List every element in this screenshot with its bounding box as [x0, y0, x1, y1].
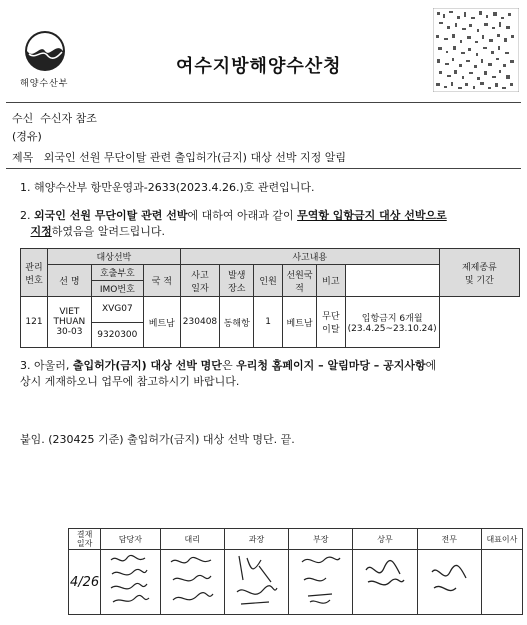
p3-bold-1: 출입허가(금지) 대상 선박 명단	[72, 359, 222, 372]
table-header-row-1	[21, 249, 520, 265]
approval-deputy-header: 대리	[160, 529, 224, 550]
cell-name: VIET THUAN 30-03	[47, 297, 91, 348]
p2-number: 2.	[20, 209, 31, 222]
signature-dept-image	[296, 552, 346, 610]
header-mgmt-no: 관리 번호	[21, 249, 48, 297]
p3-bold-2: 우리청 홈페이지 – 알림마당 – 공지사항	[236, 359, 426, 372]
approval-officer-header: 담당자	[101, 529, 160, 550]
cell-crew: 1	[254, 297, 283, 348]
via-line: (경유)	[12, 130, 42, 143]
cell-place: 동해항	[220, 297, 254, 348]
p3-mid: 은	[221, 359, 233, 372]
signature-ceo-image	[424, 552, 474, 610]
cell-mgmt: 121	[21, 297, 48, 348]
approval-decision-label: 결재 일자	[69, 529, 101, 550]
recipient-line	[12, 110, 97, 126]
header-sanction: 제제종류 및 기간	[439, 249, 519, 297]
approval-date: 4/26	[69, 550, 101, 615]
header-divider	[6, 102, 521, 103]
header-imo: IMO번호	[91, 281, 143, 297]
header-target-vessel: 대상선박	[47, 249, 180, 265]
signature-ceo	[417, 550, 481, 615]
attachment-line: 붙임. (230425 기준) 출입허가(금지) 대상 선박 명단. 끝.	[20, 433, 295, 446]
p2-bold: 외국인 선원 무단이탈 관련 선박	[34, 209, 188, 222]
approval-ceo-header: 전무	[417, 529, 481, 550]
paragraph-3	[20, 358, 520, 390]
table-row	[21, 297, 520, 323]
office-title: 여수지방해양수산청	[176, 56, 342, 77]
signature-rep	[481, 550, 522, 615]
cell-flag: 베트남	[143, 297, 180, 348]
approval-header-row	[69, 529, 523, 550]
p3-line-2: 상시 게재하오니 업무에 참고하시기 바랍니다.	[20, 375, 240, 388]
p2-end: 하였음을 알려드립니다.	[51, 225, 166, 238]
p3-start: 3. 아울러,	[20, 359, 70, 372]
signature-deputy-image	[167, 552, 217, 610]
header-callsign: 호출부호	[91, 265, 143, 281]
ministry-name: 해양수산부	[20, 79, 69, 89]
signature-officer	[101, 550, 160, 615]
subject-label: 제목	[12, 151, 34, 164]
approval-section-header: 과장	[224, 529, 288, 550]
subject-value: 외국인 선원 무단이탈 관련 출입허가(금지) 대상 선박 지정 알림	[43, 151, 346, 164]
approval-dept-header: 부장	[289, 529, 353, 550]
p3-end: 에	[425, 359, 437, 372]
signature-exec	[353, 550, 417, 615]
approval-rep-header: 대표이사	[481, 529, 522, 550]
p2-underline-1: 무역항 입항금지 대상 선박으로	[297, 209, 447, 222]
p2-underline-2: 지정	[30, 225, 52, 238]
header-flag: 국 적	[143, 265, 180, 297]
signature-section-image	[231, 552, 281, 610]
header-vessel-name: 선 명	[47, 265, 91, 297]
p2-mid: 에 대하여 아래과 같이	[187, 209, 294, 222]
header-note: 비고	[317, 265, 346, 297]
header-crew: 인원	[254, 265, 283, 297]
cell-imo: 9320300	[91, 322, 143, 348]
header-accident: 사고내용	[180, 249, 439, 265]
header-nation: 선원국 적	[282, 265, 316, 297]
approval-exec-header: 상무	[353, 529, 417, 550]
cell-date: 230408	[180, 297, 219, 348]
signature-exec-image	[360, 552, 410, 610]
cell-callsign: XVG07	[91, 297, 143, 323]
recipient-value: 수신자 참조	[40, 112, 97, 125]
qr-code-image	[433, 8, 519, 92]
header-date: 사고 일자	[180, 265, 219, 297]
cell-note: 무단 이탈	[317, 297, 346, 348]
header-place: 발생 장소	[220, 265, 254, 297]
paragraph-2	[20, 208, 520, 240]
subject-divider	[6, 168, 521, 169]
ministry-logo	[24, 30, 66, 72]
recipient-label: 수신	[12, 112, 34, 125]
signature-dept	[289, 550, 353, 615]
approval-table	[68, 528, 523, 615]
cell-sanction: 입항금지 6개월 (23.4.25~23.10.24)	[345, 297, 439, 348]
paragraph-1: 1. 해양수산부 항만운영과-2633(2023.4.26.)호 관련입니다.	[20, 181, 315, 194]
signature-section	[224, 550, 288, 615]
signature-officer-image	[107, 552, 153, 610]
subject-line	[12, 149, 346, 165]
signature-deputy	[160, 550, 224, 615]
approval-sign-row	[69, 550, 523, 615]
cell-nation: 베트남	[282, 297, 316, 348]
vessel-table	[20, 248, 520, 348]
